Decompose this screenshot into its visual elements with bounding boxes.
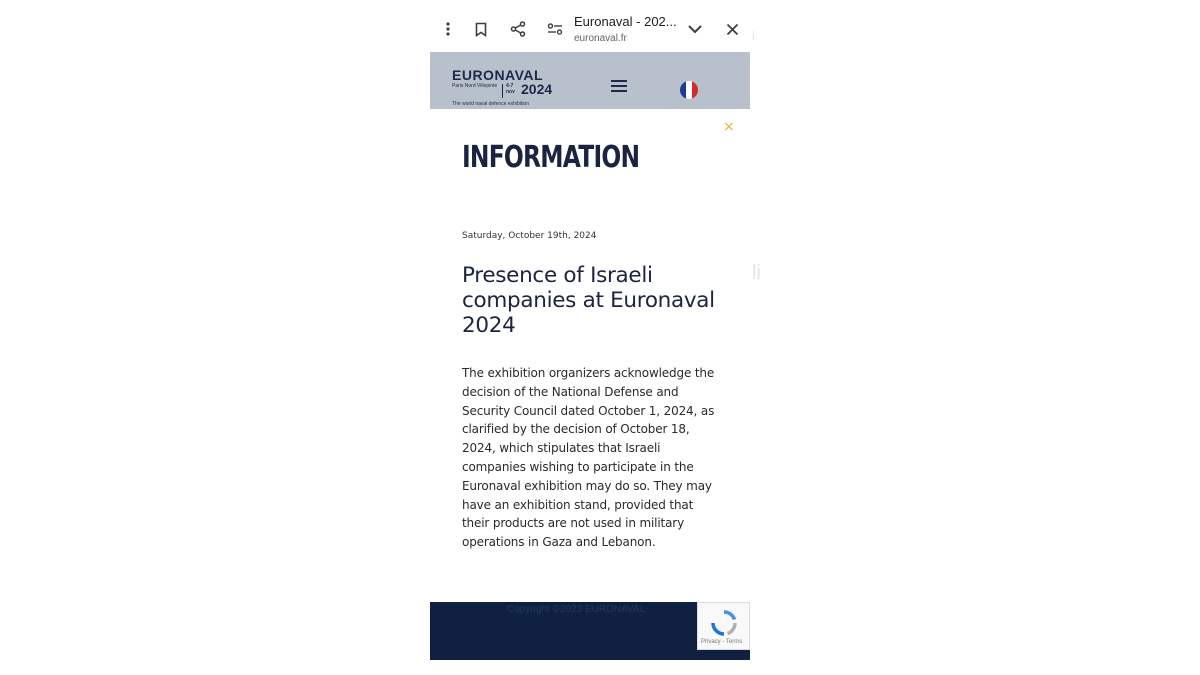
recaptcha-badge[interactable] (697, 602, 750, 650)
background-ghost-text: i (752, 28, 755, 43)
close-icon[interactable] (721, 18, 743, 40)
page-url: euronaval.fr (574, 33, 627, 44)
site-footer (430, 602, 750, 660)
recaptcha-icon (710, 609, 738, 637)
more-vert-icon[interactable] (437, 18, 459, 40)
site-header (430, 52, 750, 109)
modal-close-icon[interactable]: × (723, 119, 735, 135)
logo-tagline: The world naval defence exhibition (452, 101, 529, 107)
logo-divider (502, 84, 503, 98)
page-settings-icon[interactable] (544, 18, 566, 40)
browser-toolbar (430, 8, 750, 52)
web-page (430, 52, 750, 660)
logo-dates: 4-7 nov (506, 83, 515, 95)
background-ghost-text: li (752, 262, 761, 284)
article-date: Saturday, October 19th, 2024 (462, 231, 597, 241)
french-flag-icon[interactable] (680, 81, 698, 99)
footer-copyright: Copyright ©2023 EURONAVAL (507, 604, 646, 615)
chevron-down-icon[interactable] (684, 18, 706, 40)
bookmark-icon[interactable] (470, 18, 492, 40)
information-modal (430, 109, 750, 602)
article-title: Presence of Israeli companies at Euronaval 2024 (462, 263, 715, 338)
logo-wordmark: EURONAVAL (452, 67, 544, 83)
article-body: The exhibition organizers acknowledge the decision of the National Defense and Security Council dated October 1, 2024, as clarified by the decision of October 18, 2024, which stipulates that Israeli companies wishing to participate in the Euronaval exhibition may do so. They may have an exhibition stand, provided that their products are not used in military operations in Gaza and Lebanon. (462, 366, 715, 550)
hamburger-menu-icon[interactable] (611, 80, 627, 92)
share-icon[interactable] (507, 18, 529, 40)
recaptcha-terms[interactable]: Privacy - Terms (701, 639, 743, 645)
modal-heading: INFORMATION (462, 140, 640, 175)
logo-year: 2024 (521, 81, 553, 97)
page-title: Euronaval - 202... (574, 14, 677, 29)
logo-location: Paris Nord Villepinte (452, 83, 498, 89)
